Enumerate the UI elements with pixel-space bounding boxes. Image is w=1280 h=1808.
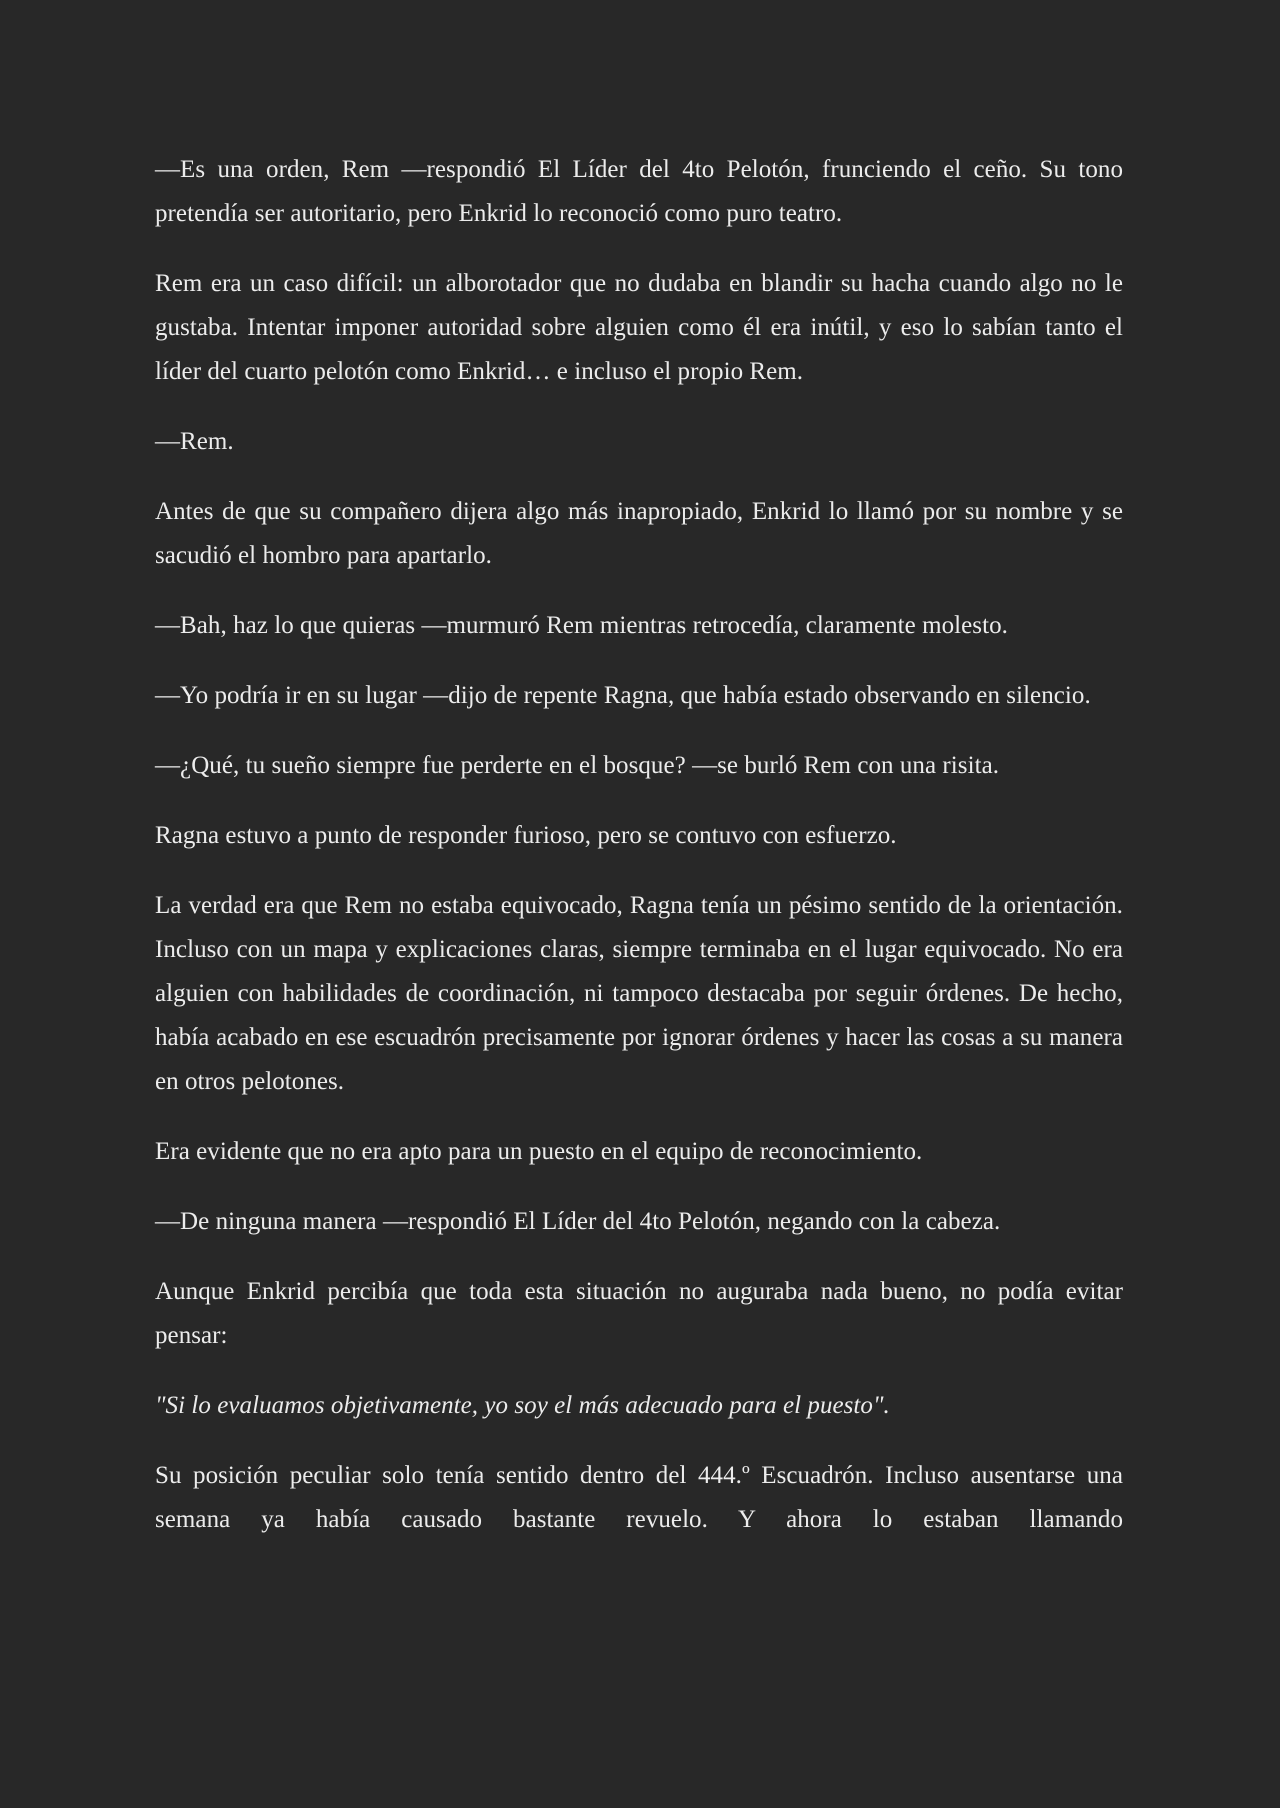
paragraph-10: Era evidente que no era apto para un puesto en el equipo de reconocimiento. — [155, 1138, 923, 1165]
paragraph-1: —Es una orden, Rem —respondió El Líder del 4to Pelotón, frunciendo el ceño. Su tono pretendía ser autoritario, pero Enkrid lo reconoció como puro teatro. — [155, 156, 1123, 227]
paragraph-3: —Rem. — [155, 428, 234, 455]
paragraph-12: Aunque Enkrid percibía que toda esta situación no auguraba nada bueno, no podía evitar pensar: — [155, 1278, 1123, 1349]
paragraph-6: —Yo podría ir en su lugar —dijo de repente Ragna, que había estado observando en silencio. — [155, 682, 1091, 709]
document-page — [155, 148, 1123, 1568]
paragraph-5: —Bah, haz lo que quieras —murmuró Rem mientras retrocedía, claramente molesto. — [155, 612, 1008, 639]
paragraph-13-thought: "Si lo evaluamos objetivamente, yo soy el más adecuado para el puesto". — [155, 1392, 890, 1419]
paragraph-11: —De ninguna manera —respondió El Líder del 4to Pelotón, negando con la cabeza. — [155, 1208, 1001, 1235]
paragraph-14: Su posición peculiar solo tenía sentido dentro del 444.º Escuadrón. Incluso ausentarse una semana ya había causado bastante revuelo. Y ahora lo estaban llamando — [155, 1462, 1123, 1533]
paragraph-8: Ragna estuvo a punto de responder furioso, pero se contuvo con esfuerzo. — [155, 822, 897, 849]
paragraph-9: La verdad era que Rem no estaba equivocado, Ragna tenía un pésimo sentido de la orientación. Incluso con un mapa y explicaciones claras, siempre terminaba en el lugar equivocado. No era alguien con habilidades de coordinación, ni tampoco destacaba por seguir órdenes. De hecho, había acabado en ese escuadrón precisamente por ignorar órdenes y hacer las cosas a su manera en otros pelotones. — [155, 892, 1123, 1095]
paragraph-2: Rem era un caso difícil: un alborotador que no dudaba en blandir su hacha cuando algo no le gustaba. Intentar imponer autoridad sobre alguien como él era inútil, y eso lo sabían tanto el líder del cuarto pelotón como Enkrid… e incluso el propio Rem. — [155, 270, 1123, 385]
paragraph-4: Antes de que su compañero dijera algo más inapropiado, Enkrid lo llamó por su nombre y se sacudió el hombro para apartarlo. — [155, 498, 1123, 569]
paragraph-7: —¿Qué, tu sueño siempre fue perderte en el bosque? —se burló Rem con una risita. — [155, 752, 1000, 779]
